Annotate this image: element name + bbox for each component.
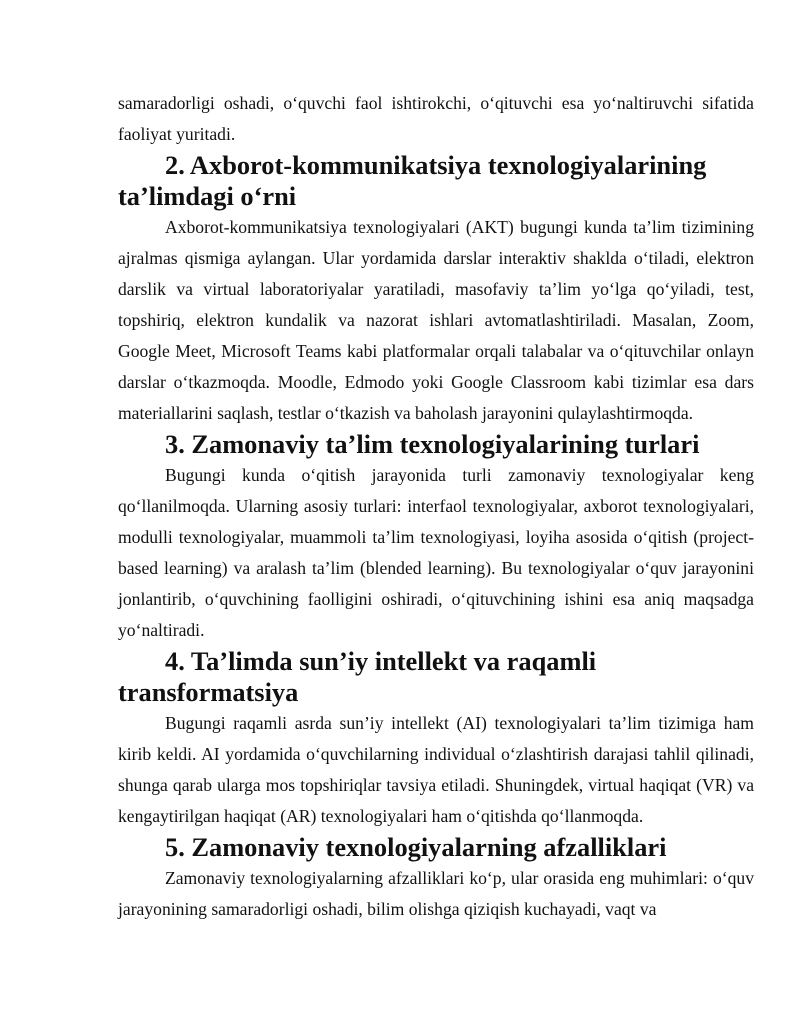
section-body-3: Bugungi kunda o‘qitish jarayonida turli zamonaviy texnologiyalar keng qo‘llanilmoqda. Ularning asosiy turlari: interfaol texnologiyalar, axborot texnologiyalari, modulli texnologiyalar, muammoli ta’lim texnologiyasi, loyiha asosida o‘qitish (project-based learning) va aralash ta’lim (blended learning). Bu texnologiyalar o‘quv jarayonini jonlantirib, o‘quvchining faolligini oshiradi, o‘qituvchining ishini esa aniq maqsadga yo‘naltiradi. — [118, 465, 754, 640]
section-heading-5: 5. Zamonaviy texnologiyalarning afzalliklari — [165, 832, 667, 862]
section-body-4: Bugungi raqamli asrda sun’iy intellekt (AI) texnologiyalari ta’lim tizimiga ham kirib keldi. AI yordamida o‘quvchilarning individual o‘zlashtirish darajasi tahlil qilinadi, shunga qarab ularga mos topshiriqlar tavsiya etiladi. Shuningdek, virtual haqiqat (VR) va kengaytirilgan haqiqat (AR) texnologiyalari ham o‘qitishda qo‘llanmoqda. — [118, 713, 754, 826]
section-heading-3: 3. Zamonaviy ta’lim texnologiyalarining turlari — [165, 429, 700, 459]
section-body-5: Zamonaviy texnologiyalarning afzalliklari ko‘p, ular orasida eng muhimlari: o‘quv jarayonining samaradorligi oshadi, bilim olishga qiziqish kuchayadi, vaqt va — [118, 868, 754, 919]
section-body-2: Axborot-kommunikatsiya texnologiyalari (AKT) bugungi kunda ta’lim tizimining ajralmas qismiga aylangan. Ular yordamida darslar interaktiv shaklda o‘tiladi, elektron darslik va virtual laboratoriyalar yaratiladi, masofaviy ta’lim yo‘lga qo‘yiladi, test, topshiriq, elektron kundalik va nazorat ishlari avtomatlashtiriladi. Masalan, Zoom, Google Meet, Microsoft Teams kabi platformalar orqali talabalar va o‘qituvchilar onlayn darslar o‘tkazmoqda. Moodle, Edmodo yoki Google Classroom kabi tizimlar esa dars materiallarini saqlash, testlar o‘tkazish va baholash jarayonini qulaylashtirmoqda. — [118, 217, 754, 423]
intro-paragraph: samaradorligi oshadi, o‘quvchi faol ishtirokchi, o‘qituvchi esa yo‘naltiruvchi sifatida faoliyat yuritadi. — [118, 93, 754, 144]
document-page — [118, 88, 754, 925]
section-heading-2: 2. Axborot-kommunikatsiya texnologiyalarining ta’limdagi o‘rni — [118, 150, 707, 211]
section-heading-4: 4. Ta’limda sun’iy intellekt va raqamli transformatsiya — [118, 646, 597, 707]
